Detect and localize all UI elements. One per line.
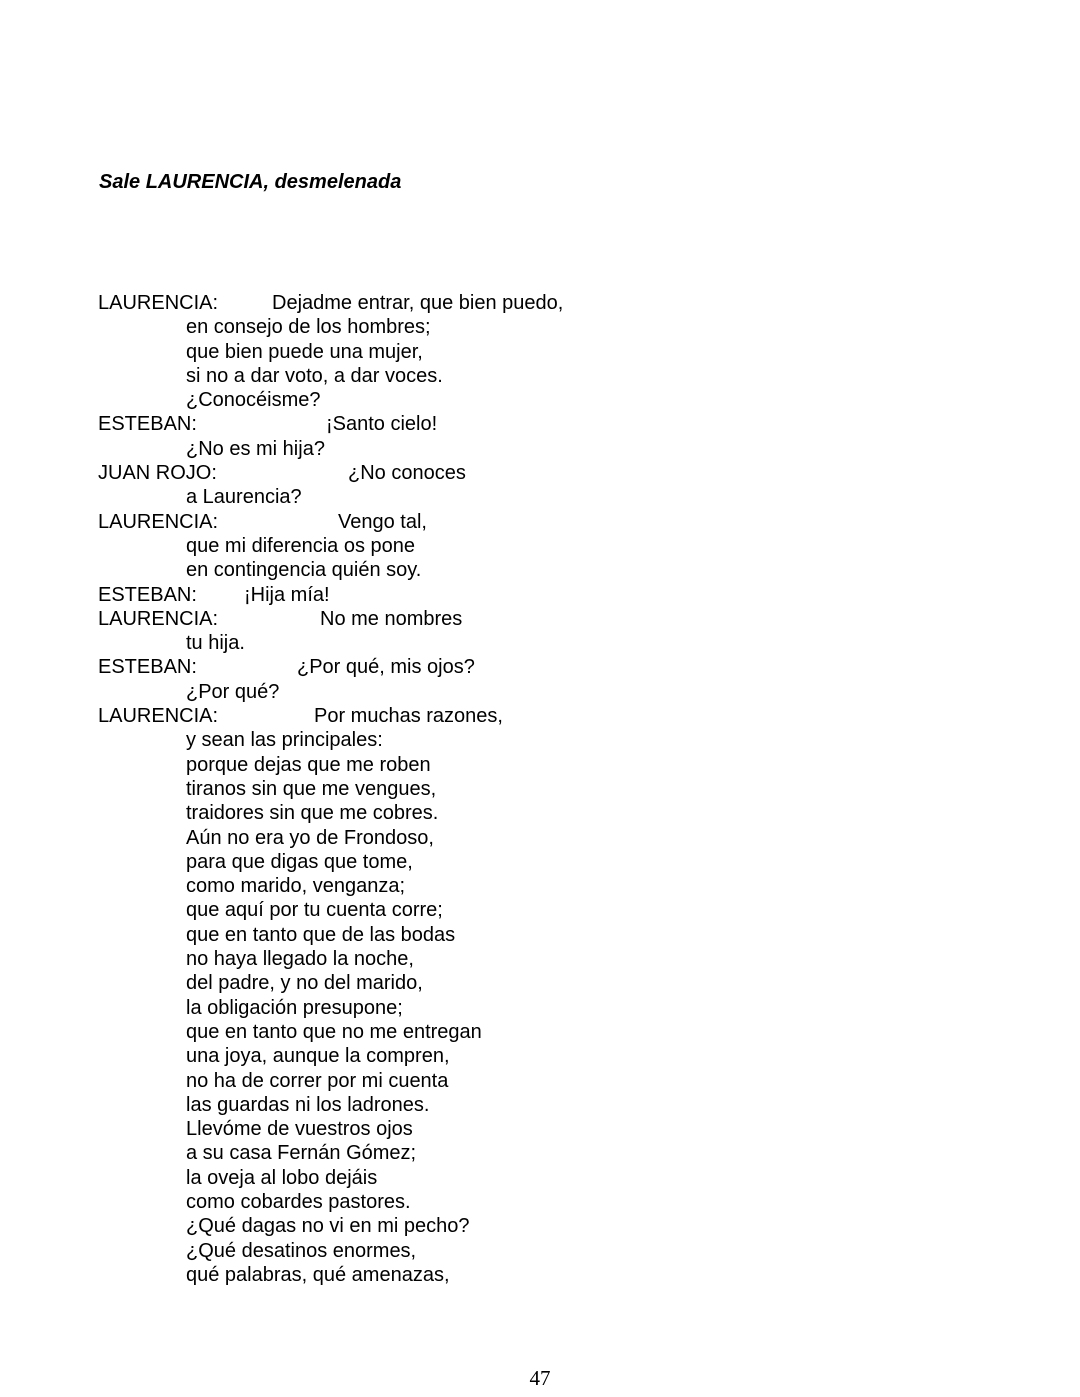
verse-text: ¿Qué desatinos enormes,: [186, 1239, 417, 1262]
verse-text: no ha de correr por mi cuenta: [186, 1069, 449, 1092]
verse-line: [0, 1093, 1080, 1117]
verse-line: [0, 437, 1080, 461]
verse-line: [0, 1239, 1080, 1263]
verse-text: las guardas ni los ladrones.: [186, 1093, 430, 1116]
verse-line: [0, 291, 1080, 315]
verse-line: [0, 826, 1080, 850]
verse-text: Aún no era yo de Frondoso,: [186, 826, 434, 849]
verse-line: [0, 388, 1080, 412]
verse-text: ¿Qué dagas no vi en mi pecho?: [186, 1215, 470, 1238]
verse-line: [0, 850, 1080, 874]
verse-text: ¿Por qué?: [186, 680, 280, 703]
speaker-name: ESTEBAN:: [98, 656, 197, 679]
verse-text: ¿No es mi hija?: [186, 437, 325, 460]
verse-line: [0, 558, 1080, 582]
speaker-name: LAURENCIA:: [98, 510, 219, 533]
verse-text: ¡Hija mía!: [244, 583, 330, 606]
speaker-name: LAURENCIA:: [98, 292, 219, 314]
verse-text: para que digas que tome,: [186, 850, 413, 873]
verse-line: [0, 801, 1080, 825]
verse-line: [0, 315, 1080, 339]
verse-text: qué palabras, qué amenazas,: [186, 1263, 450, 1286]
verse-text: Vengo tal,: [338, 510, 427, 533]
verse-line: [0, 898, 1080, 922]
verse-line: [0, 607, 1080, 631]
verse-text: Dejadme entrar, que bien puedo,: [272, 292, 564, 314]
verse-line: [0, 947, 1080, 971]
speaker-name: ESTEBAN:: [98, 413, 197, 436]
verse-text: porque dejas que me roben: [186, 753, 431, 776]
verse-line: [0, 364, 1080, 388]
verse-text: ¿Por qué, mis ojos?: [297, 656, 475, 679]
verse-text: a su casa Fernán Gómez;: [186, 1142, 417, 1165]
verse-line: [0, 412, 1080, 436]
verse-line: [0, 1263, 1080, 1287]
verse-text: Por muchas razones,: [314, 705, 503, 728]
verse-text: que aquí por tu cuenta corre;: [186, 899, 443, 922]
verse-line: [0, 777, 1080, 801]
verse-text: que mi diferencia os pone: [186, 534, 416, 557]
verse-text: a Laurencia?: [186, 486, 302, 509]
verse-text: ¡Santo cielo!: [326, 413, 438, 436]
verse-text: una joya, aunque la compren,: [186, 1045, 450, 1068]
verse-line: [0, 996, 1080, 1020]
verse-text: como marido, venganza;: [186, 875, 406, 898]
verse-text: que en tanto que de las bodas: [186, 923, 456, 946]
verse-text: tiranos sin que me vengues,: [186, 777, 437, 800]
verse-line: [0, 680, 1080, 704]
verse-line: [0, 583, 1080, 607]
verse-text: como cobardes pastores.: [186, 1190, 411, 1213]
verse-line: [0, 753, 1080, 777]
verse-line: [0, 704, 1080, 728]
verse-line: [0, 728, 1080, 752]
verse-text: ¿No conoces: [348, 462, 466, 485]
verse-line: [0, 534, 1080, 558]
verse-line: [0, 1020, 1080, 1044]
verse-text: y sean las principales:: [186, 729, 383, 752]
verse-text: Llevóme de vuestros ojos: [186, 1118, 413, 1141]
speaker-name: LAURENCIA:: [98, 607, 219, 630]
verse-text: si no a dar voto, a dar voces.: [186, 364, 443, 387]
page-number: 47: [529, 1366, 551, 1390]
verse-line: [0, 510, 1080, 534]
verse-line: [0, 923, 1080, 947]
speaker-name: ESTEBAN:: [98, 583, 197, 606]
verse-line: [0, 340, 1080, 364]
verse-line: [0, 1166, 1080, 1190]
verse-text: que en tanto que no me entregan: [186, 1020, 482, 1043]
verse-line: [0, 1069, 1080, 1093]
verse-line: [0, 485, 1080, 509]
verse-text: que bien puede una mujer,: [186, 340, 423, 363]
verse-line: [0, 1141, 1080, 1165]
verse-line: [0, 461, 1080, 485]
speaker-name: LAURENCIA:: [98, 705, 219, 728]
verse-line: [0, 655, 1080, 679]
verse-text: en consejo de los hombres;: [186, 316, 431, 339]
verse-text: la obligación presupone;: [186, 996, 403, 1019]
verse-line: [0, 1117, 1080, 1141]
verse-line: [0, 874, 1080, 898]
speaker-name: JUAN ROJO:: [98, 462, 217, 485]
verse-dialogue: [0, 291, 1080, 1287]
verse-line: [0, 1214, 1080, 1238]
verse-text: la oveja al lobo dejáis: [186, 1166, 378, 1189]
verse-text: del padre, y no del marido,: [186, 972, 423, 995]
verse-text: no haya llegado la noche,: [186, 948, 414, 971]
verse-line: [0, 1044, 1080, 1068]
verse-line: [0, 631, 1080, 655]
verse-text: tu hija.: [186, 632, 245, 655]
verse-text: traidores sin que me cobres.: [186, 802, 439, 825]
verse-text: ¿Conocéisme?: [186, 389, 321, 412]
verse-line: [0, 1190, 1080, 1214]
stage-direction: Sale LAURENCIA, desmelenada: [99, 171, 402, 193]
verse-text: No me nombres: [320, 607, 463, 630]
verse-line: [0, 971, 1080, 995]
verse-text: en contingencia quién soy.: [186, 559, 422, 582]
